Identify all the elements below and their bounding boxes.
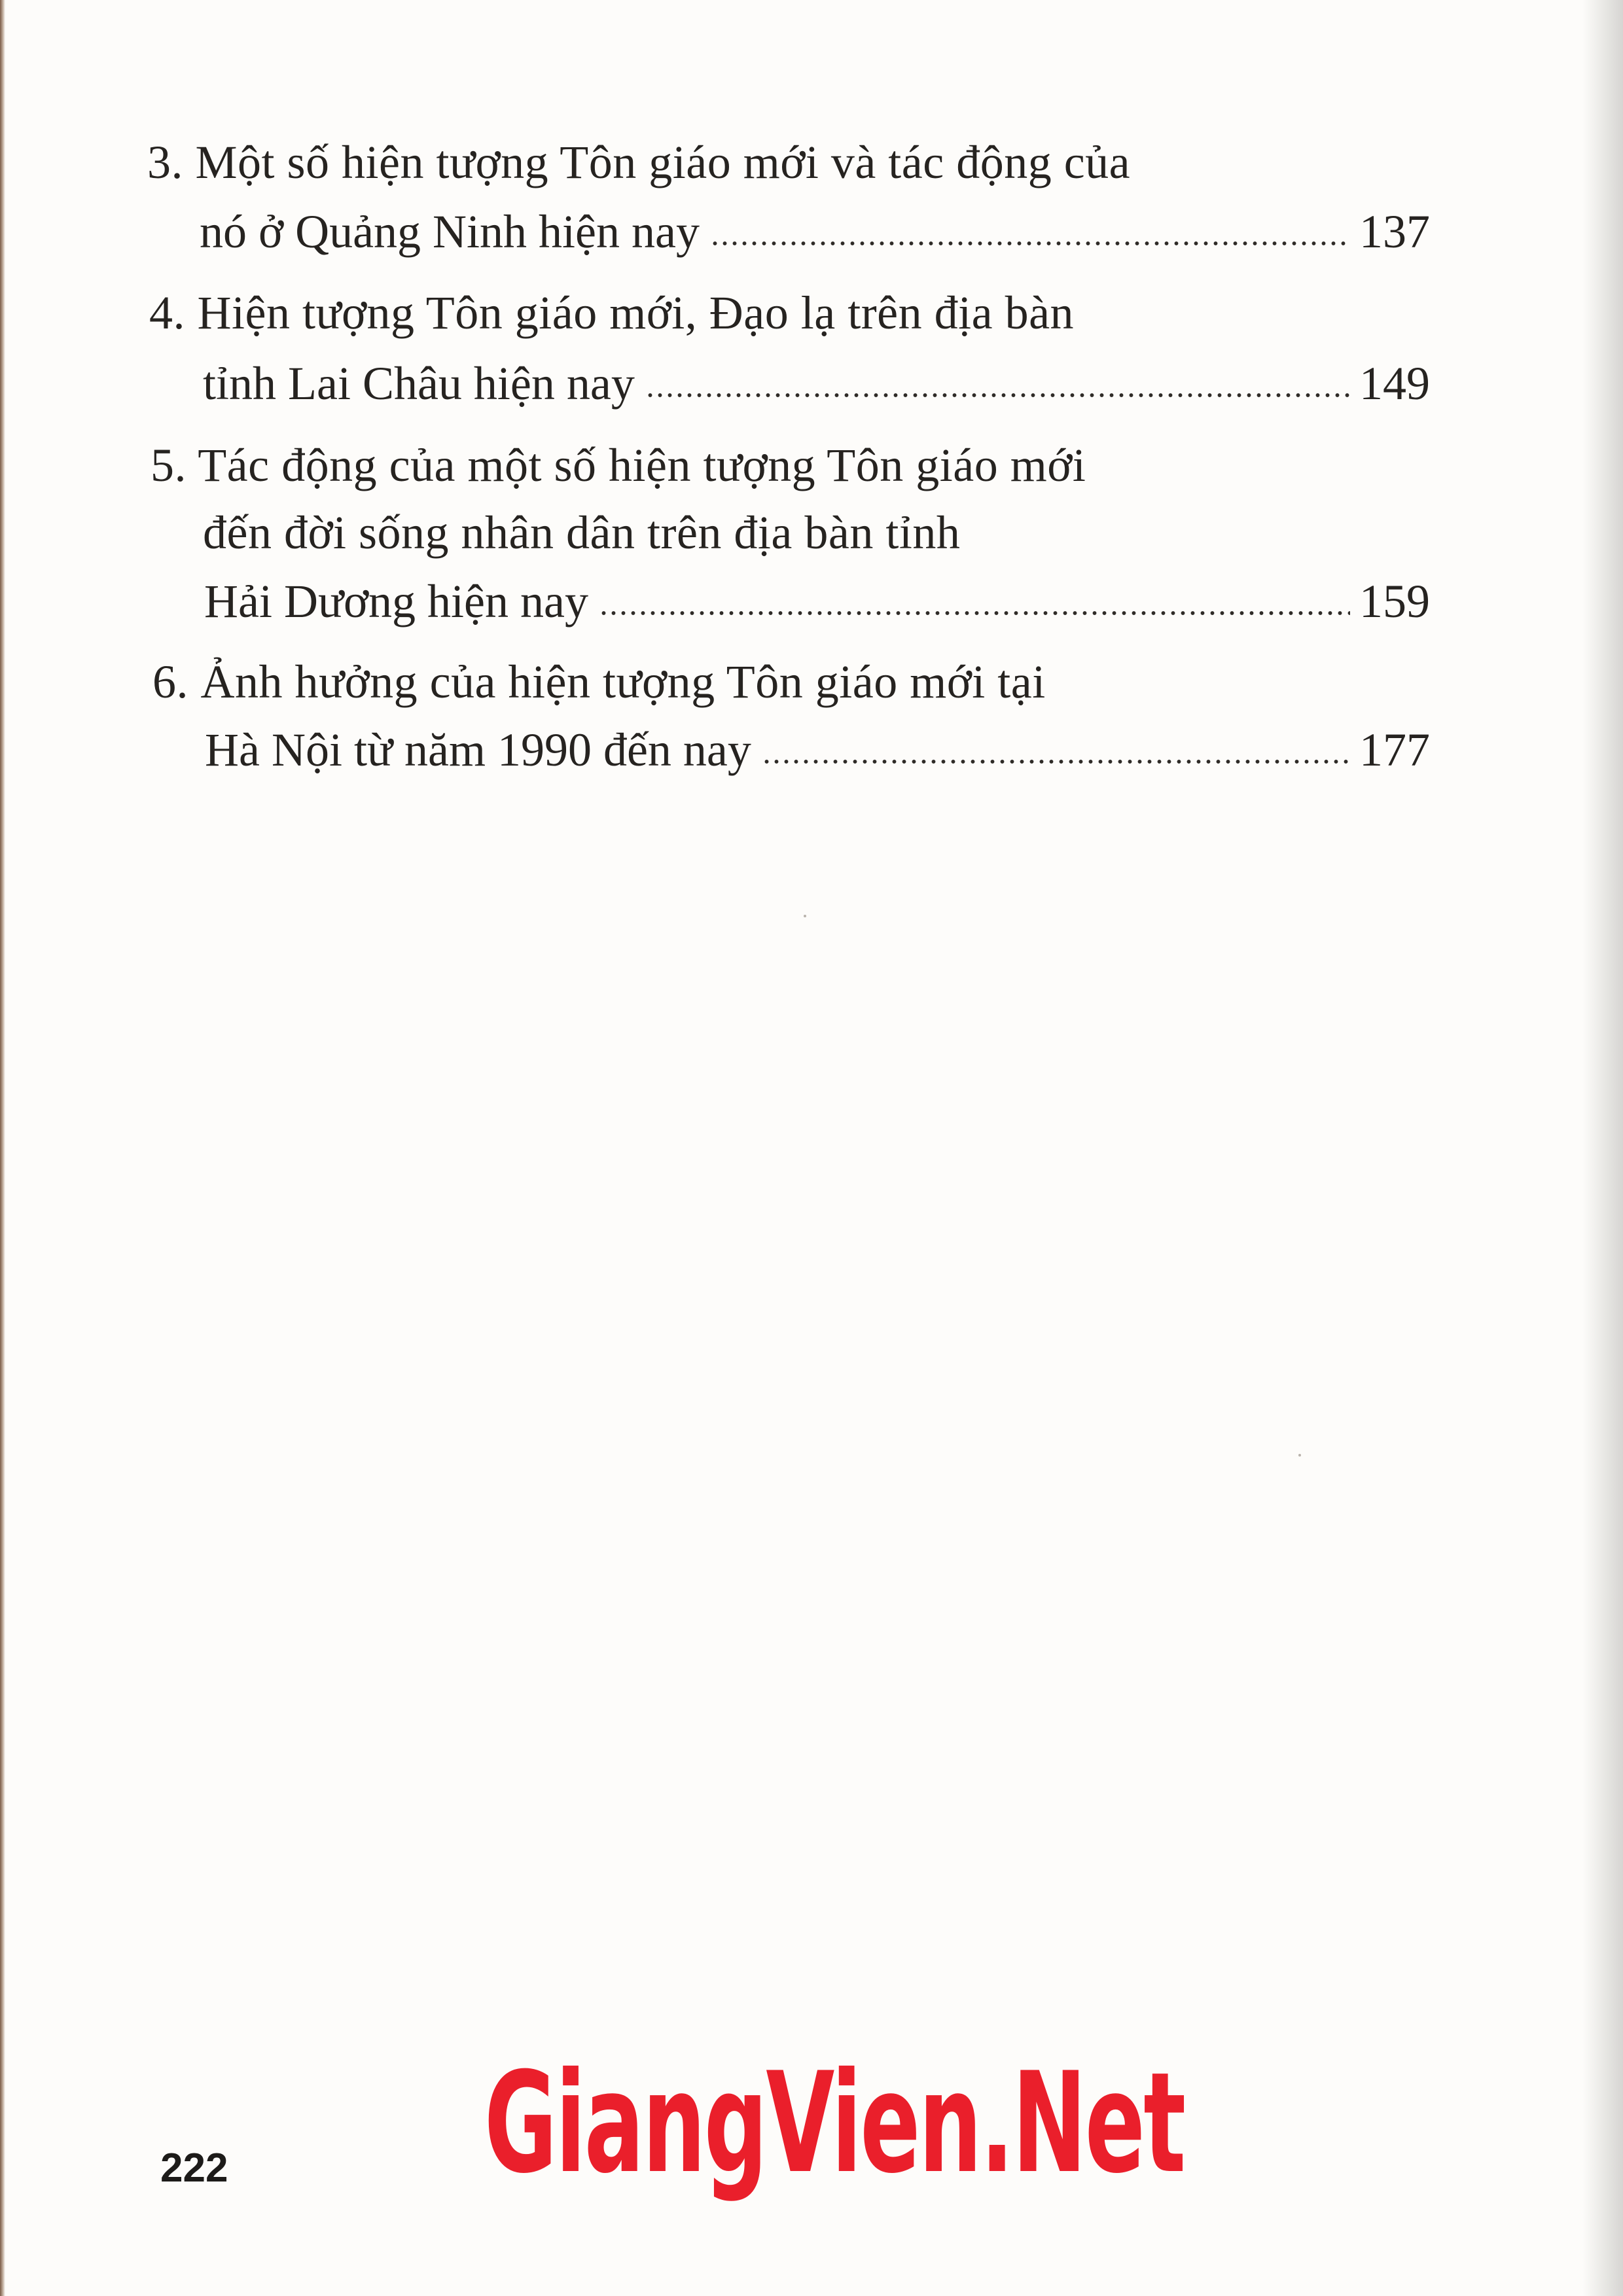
- toc-entry-5-second-line: [203, 506, 961, 559]
- toc-entry-6-first-line: [152, 656, 1046, 708]
- toc-entry-4-title-end: tỉnh Lai Châu hiện nay: [203, 357, 635, 410]
- toc-entry-4-number: 4.: [149, 287, 185, 339]
- toc-entry-5-title-end: Hải Dương hiện nay: [204, 575, 588, 627]
- page-number: 222: [160, 2146, 228, 2191]
- toc-entry-4-leader-dots: [645, 393, 1350, 398]
- toc-entry-6-title-end: Hà Nội từ năm 1990 đến nay: [205, 724, 751, 776]
- watermark-logo: GiangVien.Net: [484, 2042, 1185, 2204]
- toc-entry-5-title-continued: đến đời sống nhân dân trên địa bàn tỉnh: [203, 506, 961, 559]
- toc-entry-3-first-line: [147, 136, 1131, 188]
- table-of-contents: [0, 0, 1623, 851]
- toc-entry-5-first-line: [151, 439, 1086, 491]
- toc-entry-4-last-line[interactable]: [203, 357, 1430, 410]
- toc-entry-6-title: Ảnh hưởng của hiện tượng Tôn giáo mới tại: [200, 656, 1046, 708]
- toc-entry-6-last-line[interactable]: [205, 724, 1430, 776]
- scan-speck: [1298, 1454, 1301, 1457]
- toc-entry-5-page: 159: [1359, 575, 1430, 627]
- toc-entry-3-page: 137: [1359, 205, 1430, 258]
- toc-entry-3-title: Một số hiện tượng Tôn giáo mới và tác động của: [195, 136, 1131, 188]
- toc-entry-4-title: Hiện tượng Tôn giáo mới, Đạo lạ trên địa bàn: [197, 287, 1075, 339]
- toc-entry-6-page: 177: [1359, 724, 1430, 776]
- toc-entry-3-leader-dots: [710, 241, 1350, 246]
- toc-entry-5-title: Tác động của một số hiện tượng Tôn giáo mới: [198, 439, 1086, 491]
- toc-entry-4-page: 149: [1359, 357, 1430, 410]
- toc-entry-5-last-line[interactable]: [204, 575, 1430, 627]
- toc-entry-6-number: 6.: [152, 656, 188, 708]
- toc-entry-4-first-line: [149, 287, 1075, 339]
- toc-entry-3-title-end: nó ở Quảng Ninh hiện nay: [200, 205, 700, 258]
- toc-entry-6-leader-dots: [762, 759, 1350, 764]
- toc-entry-5-leader-dots: [599, 610, 1350, 616]
- toc-entry-5-number: 5.: [151, 439, 187, 491]
- scan-speck: [804, 915, 806, 917]
- toc-entry-3-last-line[interactable]: [200, 205, 1430, 258]
- toc-entry-3-number: 3.: [147, 136, 183, 188]
